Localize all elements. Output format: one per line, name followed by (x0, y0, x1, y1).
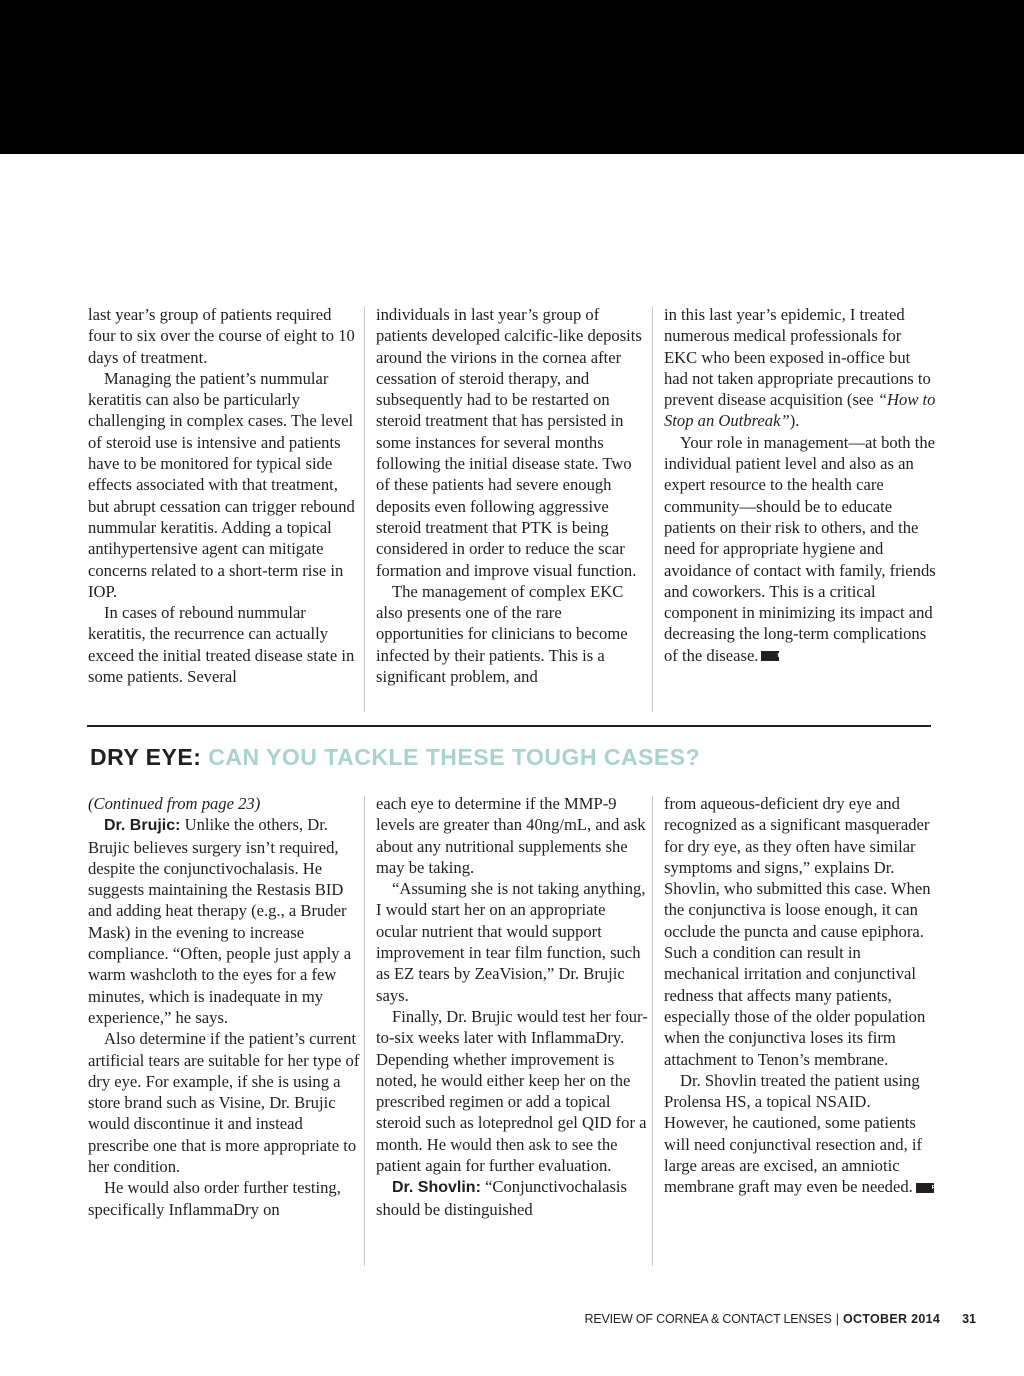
page-footer (585, 1312, 976, 1326)
end-of-article-icon (761, 651, 794, 661)
text-run: in this last year’s epidemic, I treated numerous medical professionals for EKC who been exposed in-office but had not taken appropriate precautions to prevent disease acquisition (see (664, 305, 931, 410)
headline-topic: DRY EYE: (90, 744, 202, 770)
column-divider (364, 796, 365, 1266)
paragraph: In cases of rebound nummular keratitis, the recurrence can actually exceed the initial treated disease state in some patients. Several (88, 603, 355, 687)
paragraph (664, 304, 936, 432)
paragraph: individuals in last year’s group of patients developed calcific-like deposits around the virions in the cornea after cessation of steroid therapy, and subsequently had to be restarted on steroid treatment that has persisted in some instances for several months following the initial disease state. Two of these patients had severe enough deposits even following aggressive steroid treatment that PTK is being considered in order to reduce the scar formation and improve visual function. (376, 305, 642, 580)
end-mark-label: RCCL (931, 1184, 948, 1191)
continued-text: (Continued from page 23) (88, 794, 261, 813)
end-of-article-icon (916, 1183, 948, 1193)
paragraph: from aqueous-deficient dry eye and recognized as a significant masquerader for dry eye, as they often have similar symptoms and signs,” explains Dr. Shovlin, who submitted this case. When the conjunctiva is loose enough, it can occlude the puncta and cause epiphora. Such a condition can result in mechanical irritation and conjunctival redness that affects many patients, especially those of the older population when the conjunctiva loses its firm attachment to Tenon’s membrane. (664, 794, 931, 1069)
bottom-column-2 (376, 793, 648, 1220)
paragraph: “Assuming she is not taking anything, I would start her on an appropriate ocular nutrient that would support improvement in tear film function, such as EZ tears by ZeaVision,” Dr. Brujic says. (376, 879, 646, 1005)
continued-note (88, 793, 360, 814)
footer-separator: | (835, 1312, 839, 1326)
section-divider (87, 725, 931, 727)
top-column-1 (88, 304, 360, 687)
section-headline (90, 744, 930, 771)
paragraph (664, 432, 936, 666)
headline-title: CAN YOU TACKLE THESE TOUGH CASES? (208, 744, 701, 770)
top-column-3 (664, 304, 936, 666)
paragraph: Finally, Dr. Brujic would test her four-to-six weeks later with InflammaDry. Depending whether improvement is noted, he would either keep her on the prescribed regimen or add a topical steroid such as loteprednol gel QID for a month. He would then ask to see the patient again for further evaluation. (376, 1006, 648, 1176)
text-run: “Conjunctivochalasis should be distinguished (376, 1177, 628, 1219)
page-number: 31 (962, 1312, 976, 1326)
bottom-column-1 (88, 793, 360, 1220)
text-run: Unlike the others, Dr. Brujic believes surgery isn’t required, despite the conjunctivochalasis. He suggests maintaining the Restasis BID and adding heat therapy (e.g., a Bruder Mask) in the evening to increase compliance. “Often, people just apply a warm washcloth to the eyes for a few minutes, which is inadequate in my experience,” he says. (88, 815, 352, 1027)
paragraph: each eye to determine if the MMP-9 levels are greater than 40ng/mL, and ask about any nutritional supplements she may be taking. (376, 794, 646, 877)
text-run: Dr. Shovlin treated the patient using Prolensa HS, a topical NSAID. However, he cautioned, some patients will need conjunctival resection and, if large areas are excised, an amniotic membrane graft may even be needed. (664, 1070, 923, 1197)
text-run: Your role in management—at both the individual patient level and also as an expert resource to the health care community—should be to educate patients on their risk to others, and the need for appropriate hygiene and avoidance of contact with family, friends and coworkers. This is a critical component in minimizing its impact and decreasing the long-term complications of the disease. (664, 432, 936, 665)
publication-name: REVIEW OF CORNEA & CONTACT LENSES (584, 1312, 832, 1326)
paragraph: Also determine if the patient’s current artificial tears are suitable for her type of dry eye. For example, if she is using a store brand such as Visine, Dr. Brujic would discontinue it and instead prescribe one that is more appropriate to her condition. (88, 1029, 360, 1177)
paragraph: Managing the patient’s nummular keratitis can also be particularly challenging in complex cases. The level of steroid use is intensive and patients have to be monitored for typical side effects associated with that treatment, but abrupt cessation can trigger rebound nummular keratitis. Adding a topical antihypertensive agent can mitigate concerns related to a short-term rise in IOP. (88, 368, 355, 601)
header-black-bar (0, 0, 1024, 154)
paragraph (664, 1070, 948, 1198)
issue-date: OCTOBER 2014 (842, 1312, 941, 1326)
paragraph: last year’s group of patients required four to six over the course of eight to 10 days of treatment. (88, 305, 355, 367)
column-divider (652, 796, 653, 1266)
paragraph (88, 814, 360, 1028)
text-run: ). (789, 411, 800, 431)
column-divider (364, 306, 365, 712)
top-column-2 (376, 304, 648, 687)
column-divider (652, 306, 653, 712)
speaker-lead: Dr. Shovlin: (392, 1179, 481, 1197)
end-mark-label: RCCL (777, 652, 794, 659)
speaker-lead: Dr. Brujic: (104, 817, 181, 835)
paragraph (376, 1176, 648, 1220)
article-reference: “How to Stop an Outbreak” (664, 390, 936, 431)
paragraph: The management of complex EKC also presents one of the rare opportunities for clinicians to become infected by their patients. This is a significant problem, and (376, 581, 628, 687)
bottom-column-3 (664, 793, 948, 1198)
paragraph: He would also order further testing, specifically InflammaDry on (88, 1178, 341, 1219)
